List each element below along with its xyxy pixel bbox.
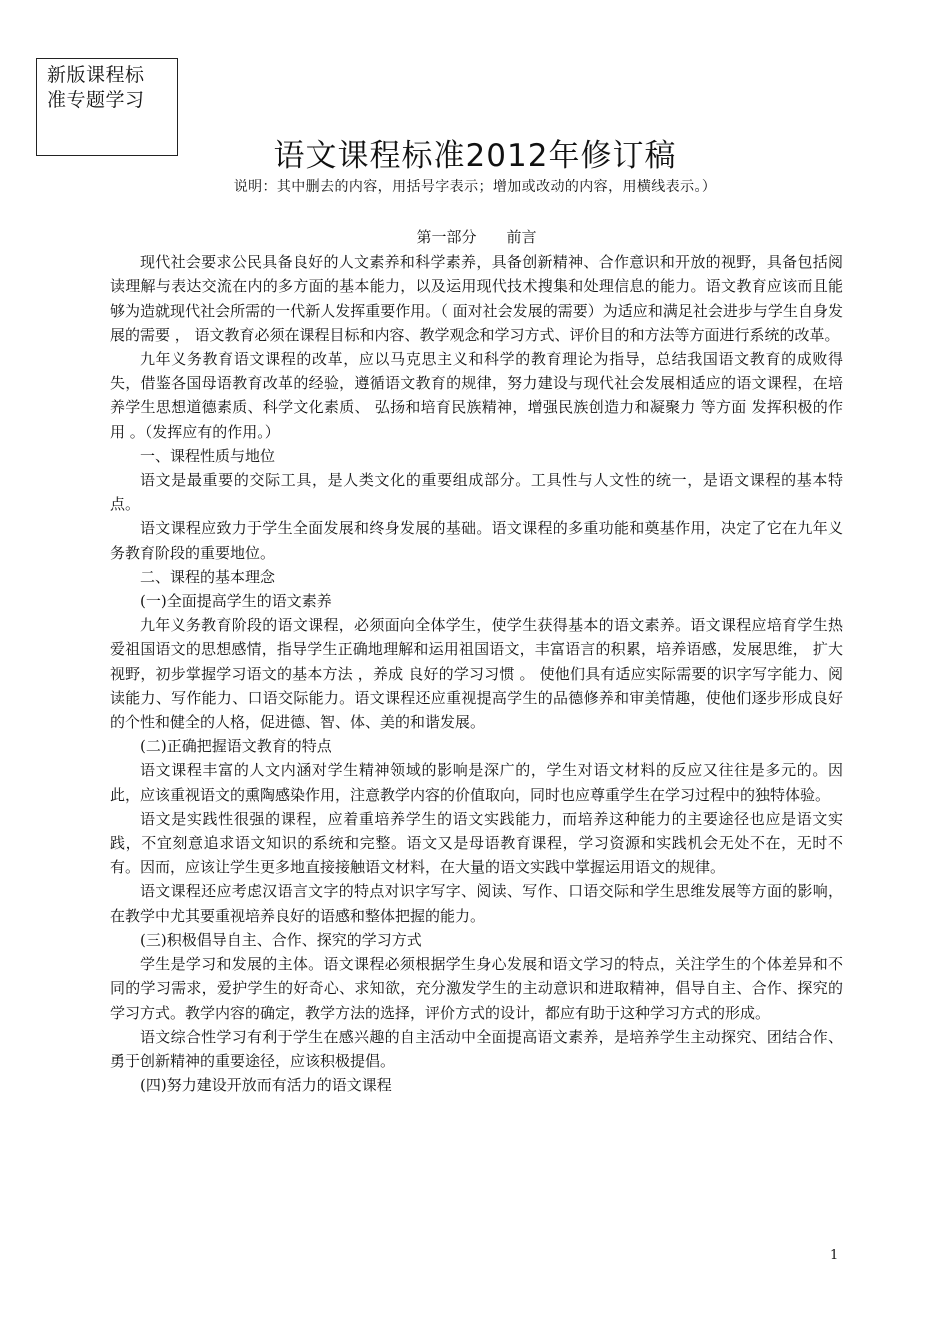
paragraph-3: 语文是最重要的交际工具，是人类文化的重要组成部分。工具性与人文性的统一，是语文课程的基本特点。: [110, 471, 843, 514]
subheading-4: (四)努力建设开放而有活力的语文课程: [140, 1076, 392, 1095]
page-number: 1: [830, 1248, 839, 1263]
subheading-3: (三)积极倡导自主、合作、探究的学习方式: [140, 930, 422, 949]
document-title: 语文课程标准2012年修订稿: [273, 138, 677, 174]
paragraph-8: 语文课程还应考虑汉语言文字的特点对识字写字、阅读、写作、口语交际和学生思维发展等方面的影响，在教学中尤其要重视培养良好的语感和整体把握的能力。: [110, 882, 843, 925]
box-note-line-2: 准专题学习: [47, 89, 145, 111]
subheading-2: (二)正确把握语文教育的特点: [140, 737, 332, 756]
heading-course-nature: 一、课程性质与地位: [140, 446, 276, 465]
paragraph-4: 语文课程应致力于学生全面发展和终身发展的基础。语文课程的多重功能和奠基作用，决定了它在九年义务教育阶段的重要地位。: [110, 519, 843, 562]
paragraph-6: 语文课程丰富的人文内涵对学生精神领域的影响是深广的，学生对语文材料的反应又往往是多元的。因此，应该重视语文的熏陶感染作用，注意教学内容的价值取向，同时也应尊重学生在学习过程中的独特体验。: [110, 761, 843, 804]
paragraph-7: 语文是实践性很强的课程，应着重培养学生的语文实践能力，而培养这种能力的主要途径也应是语文实践，不宜刻意追求语文知识的系统和完整。语文又是母语教育课程，学习资源和实践机会无处不在，无时不有。因而，应该让学生更多地直接接触语文材料，在大量的语文实践中掌握运用语文的规律。: [110, 809, 843, 877]
paragraph-10: 语文综合性学习有利于学生在感兴趣的自主活动中全面提高语文素养，是培养学生主动探究、团结合作、勇于创新精神的重要途径，应该积极提倡。: [110, 1027, 843, 1070]
editing-note: 说明：其中删去的内容，用括号字表示；增加或改动的内容，用横线表示。）: [233, 179, 717, 195]
paragraph-5: 九年义务教育阶段的语文课程，必须面向全体学生，使学生获得基本的语文素养。语文课程应培育学生热爱祖国语文的思想感情，指导学生正确地理解和运用祖国语文，丰富语言的积累，培养语感，发展思维， 扩大视野，初步掌握学习语文的基本方法 ，养成 良好的学习习惯 。 使他们具有适应实际需要的识字写字能力、阅读能力、写作能力、口语交际能力。语文课程还应重视提高学生的品德修养和审美情趣，使他们逐步形成良好的个性和健全的人格，促进德、智、体、美的和谐发展。: [110, 616, 843, 732]
paragraph-1: 现代社会要求公民具备良好的人文素养和科学素养，具备创新精神、合作意识和开放的视野，具备包括阅读理解与表达交流在内的多方面的基本能力，以及运用现代技术搜集和处理信息的能力。语文教育应该而且能够为造就现代社会所需的一代新人发挥重要作用。（ 面对社会发展的需要）为适应和满足社会进步与学生自身发展的需要 ， 语文教育必须在课程目标和内容、教学观念和学习方式、评价目的和方法等方面进行系统的改革。: [110, 253, 843, 344]
section-heading: 第一部分 前言: [416, 228, 537, 246]
document-body: [110, 225, 843, 1097]
heading-basic-concepts: 二、课程的基本理念: [140, 567, 276, 586]
box-note-line-1: 新版课程标: [47, 64, 145, 86]
paragraph-2: 九年义务教育语文课程的改革，应以马克思主义和科学的教育理论为指导，总结我国语文教育的成败得失，借鉴各国母语教育改革的经验，遵循语文教育的规律，努力建设与现代社会发展相适应的语文课程，在培养学生思想道德素质、科学文化素质、 弘扬和培育民族精神，增强民族创造力和凝聚力 等方面 发挥积极的作用 。（发挥应有的作用。）: [110, 350, 843, 441]
paragraph-9: 学生是学习和发展的主体。语文课程必须根据学生身心发展和语文学习的特点，关注学生的个体差异和不同的学习需求，爱护学生的好奇心、求知欲，充分激发学生的主动意识和进取精神，倡导自主、合作、探究的学习方式。教学内容的确定，教学方法的选择，评价方式的设计，都应有助于这种学习方式的形成。: [110, 955, 843, 1022]
subheading-1: (一)全面提高学生的语文素养: [140, 592, 332, 611]
